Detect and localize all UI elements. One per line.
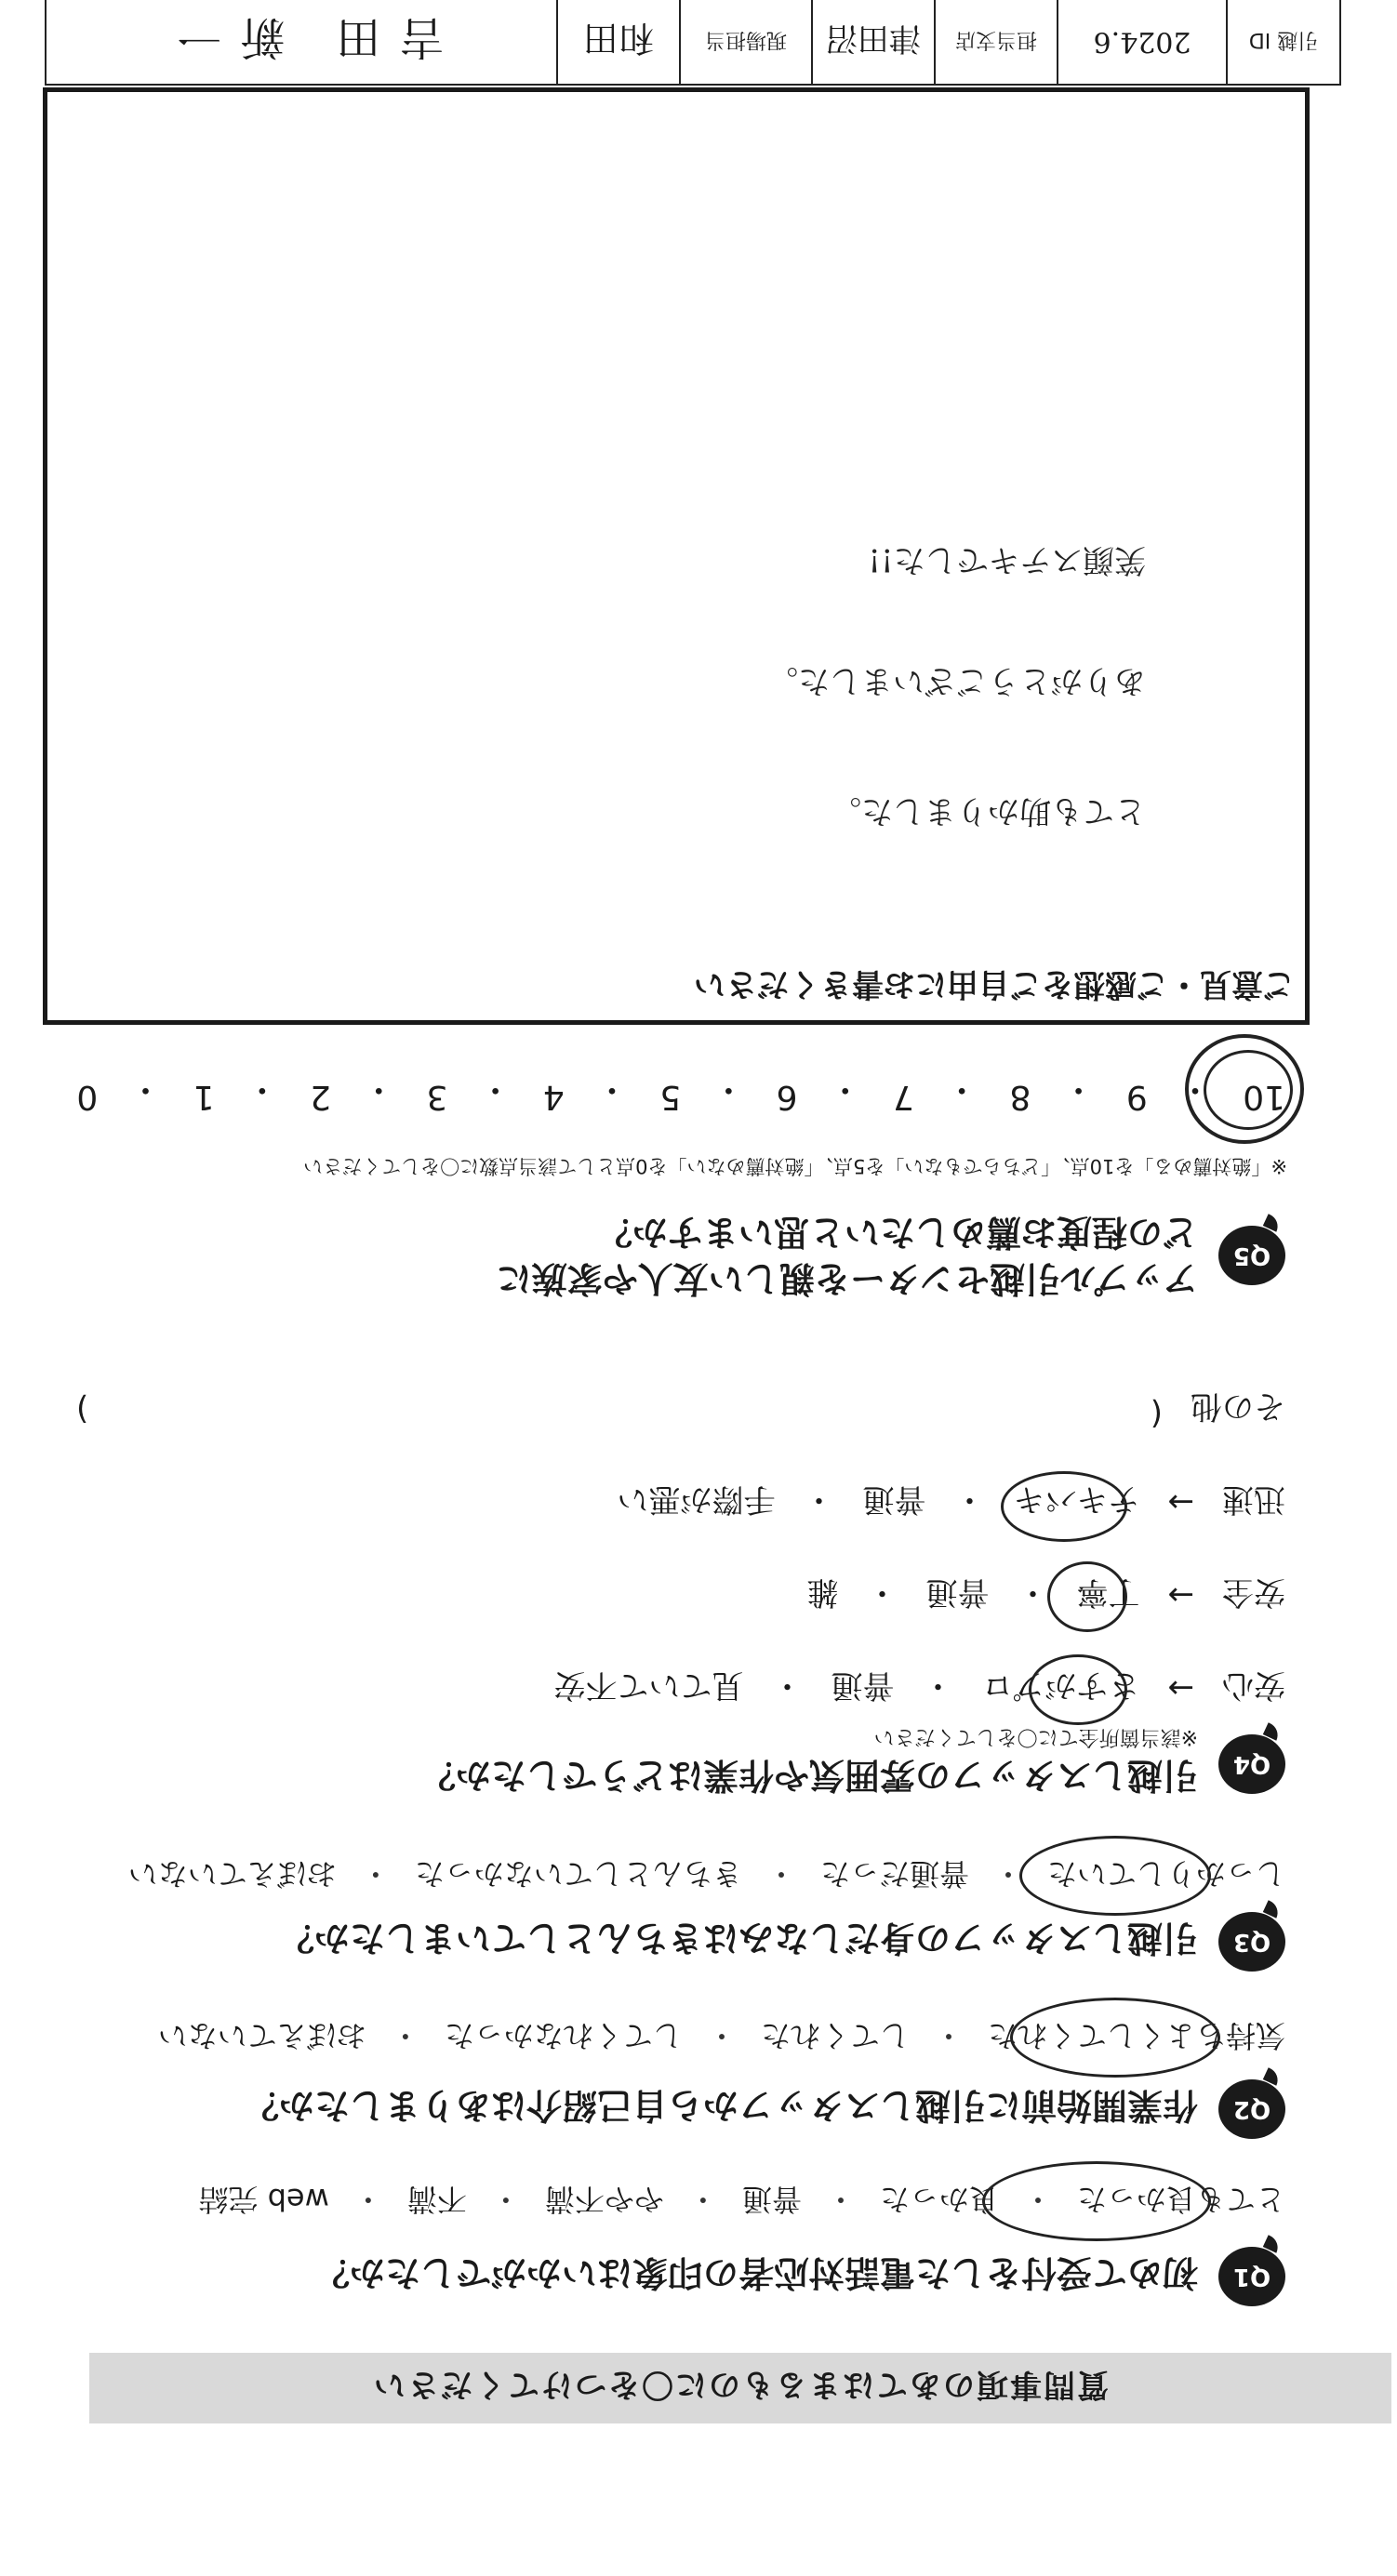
q4-option[interactable]: 丁寧 (1076, 1573, 1140, 1611)
q3-badge: Q3 (1218, 1912, 1285, 1972)
q3-answer-circle (1019, 1836, 1211, 1916)
q4-option[interactable]: 雑 (806, 1573, 839, 1611)
comment-title: ご意見・ご感想をご自由にお書きください (694, 965, 1295, 1003)
q4-option[interactable]: テキパキ (1013, 1481, 1140, 1518)
q1-text: 初めて受付をした電話対応者の印象はいかがでしたか？ (313, 2252, 1198, 2294)
q3-option[interactable]: おぼえていない (127, 1856, 337, 1892)
q3-option[interactable]: しっかりしていた (1046, 1856, 1285, 1892)
q4-row-anshin: 安心 → さすがプロ ・ 普通 ・ 見ていて不安 (554, 1666, 1286, 1711)
id-label: 引越 ID (1226, 0, 1339, 84)
q3-option[interactable]: きちんとしていなかった (414, 1856, 742, 1892)
scale-9[interactable]: 9 (1125, 1078, 1148, 1116)
q1-option[interactable]: web 完結 (198, 2182, 329, 2217)
q4-row-label: 迅速 (1222, 1481, 1285, 1518)
q4-row-label: 安全 (1222, 1573, 1285, 1611)
q5-line2: どの程度お薦めしたいと思いますか？ (596, 1212, 1198, 1253)
question-4 (420, 1724, 1285, 1804)
handwritten-line-1: とても助かりました。 (830, 792, 1146, 830)
q2-option[interactable]: してくれなかった (444, 2018, 683, 2053)
q1-option[interactable]: とても良かった (1076, 2182, 1285, 2217)
q1-answer-circle (982, 2161, 1211, 2241)
q5-note: ※「絶対薦める」を10点、「どちらでもない」を5点、「絶対薦めない」を0点として該当点数に〇をしてください (303, 1155, 1287, 1177)
q1-option[interactable]: やや不満 (544, 2182, 664, 2217)
scale-6[interactable]: 6 (776, 1078, 798, 1116)
q4-other (76, 1387, 1285, 1432)
q4-option[interactable]: 普通 (831, 1666, 895, 1704)
q4-other-open: ( (1150, 1395, 1163, 1432)
q2-badge: Q2 (1218, 2079, 1285, 2139)
q4-option[interactable]: 手際が悪い (617, 1481, 776, 1518)
q5-line1: アップル引越センターを親しい友人や家族に (496, 1258, 1198, 1299)
team-label: 現場担当 (679, 0, 811, 84)
branch-value[interactable]: 津田沼 (811, 0, 934, 84)
scale-8[interactable]: 8 (1009, 1078, 1031, 1116)
q4-other-label: その他 (1191, 1388, 1285, 1425)
scale-7[interactable]: 7 (893, 1078, 914, 1116)
handwritten-line-2: ありがとうございました。 (766, 662, 1146, 699)
q2-options: 気持ちよくしてくれた ・ してくれた ・ してくれなかった ・ おぼえていない (158, 2016, 1285, 2059)
q5-badge: Q5 (1218, 1226, 1285, 1285)
scale-5[interactable]: 5 (659, 1078, 682, 1116)
q4-badge: Q4 (1218, 1734, 1285, 1794)
q3-option[interactable]: 普通だった (819, 1856, 969, 1892)
scale-10[interactable]: 10 (1243, 1078, 1285, 1116)
scale-4[interactable]: 4 (542, 1078, 565, 1116)
q4-anshin-circle (1029, 1654, 1127, 1725)
scale-1[interactable]: 1 (193, 1078, 215, 1116)
q4-other-close: ) (76, 1390, 89, 1428)
q2-option[interactable]: 気持ちよくしてくれた (987, 2018, 1285, 2053)
arrow-icon: → (1167, 1576, 1194, 1614)
q5-answer-scribble-inner (1204, 1050, 1293, 1130)
q4-note: ※該当箇所全てに〇をしてください (873, 1725, 1198, 1748)
arrow-icon: → (1167, 1669, 1194, 1707)
q2-text: 作業開始前に引越しスタッフから自己紹介はありましたか？ (243, 2085, 1198, 2127)
question-1 (314, 2247, 1285, 2306)
q4-option[interactable]: さすがプロ (981, 1666, 1140, 1704)
q3-options: しっかりしていた ・ 普通だった ・ きちんとしていなかった ・ おぼえていない (128, 1854, 1285, 1897)
q4-option[interactable]: 普通 (925, 1573, 990, 1611)
scale-2[interactable]: 2 (310, 1078, 331, 1116)
q5-scale: 10 ・ 9 ・ 8 ・ 7 ・ 6 ・ 5 ・ 4 ・ 3 ・ 2 ・ 1 ・ 0 (76, 1070, 1285, 1116)
instruction-banner: 質問事項のあてはまるものに〇をつけてください (89, 2353, 1391, 2423)
customer-name[interactable]: 吉田 新一 (158, 11, 445, 64)
q1-option[interactable]: 良かった (879, 2182, 999, 2217)
question-2 (244, 2079, 1285, 2139)
arrow-icon: → (1167, 1483, 1194, 1521)
scale-0[interactable]: 0 (76, 1078, 99, 1116)
q1-badge: Q1 (1218, 2247, 1285, 2306)
q4-text: 引越しスタッフの雰囲気や作業はどうでしたか？ (419, 1755, 1198, 1796)
q4-option[interactable]: 見ていて不安 (553, 1666, 744, 1704)
q1-option[interactable]: 不満 (406, 2182, 467, 2217)
q3-text: 引越しスタッフの身だしなみはきちんとしていましたか？ (278, 1918, 1198, 1959)
branch-label: 担当支店 (934, 0, 1057, 84)
handwritten-line-3: 笑顔ステキでした!! (868, 541, 1146, 578)
q4-row-label: 安心 (1222, 1666, 1285, 1704)
q4-jinsoku-circle (1001, 1471, 1127, 1542)
q4-anzen-circle (1047, 1561, 1127, 1632)
q1-options: とても良かった ・ 良かった ・ 普通 ・ やや不満 ・ 不満 ・ web 完結 (198, 2180, 1285, 2223)
q4-row-anzen: 安全 → 丁寧 ・ 普通 ・ 雑 (807, 1573, 1286, 1618)
q2-option[interactable]: してくれた (760, 2018, 910, 2053)
q4-row-jinsoku: 迅速 → テキパキ ・ 普通 ・ 手際が悪い (618, 1480, 1286, 1525)
q4-option[interactable]: 普通 (862, 1481, 926, 1518)
scale-3[interactable]: 3 (426, 1078, 448, 1116)
q1-option[interactable]: 普通 (741, 2182, 802, 2217)
id-value[interactable]: 2024.6 (1057, 0, 1226, 84)
question-3 (279, 1912, 1285, 1972)
question-5 (497, 1209, 1285, 1302)
team-value[interactable]: 和田 (556, 0, 679, 84)
footer-table (45, 0, 1341, 86)
q2-option[interactable]: おぼえていない (157, 2018, 366, 2053)
q2-answer-circle (1010, 1998, 1220, 2078)
